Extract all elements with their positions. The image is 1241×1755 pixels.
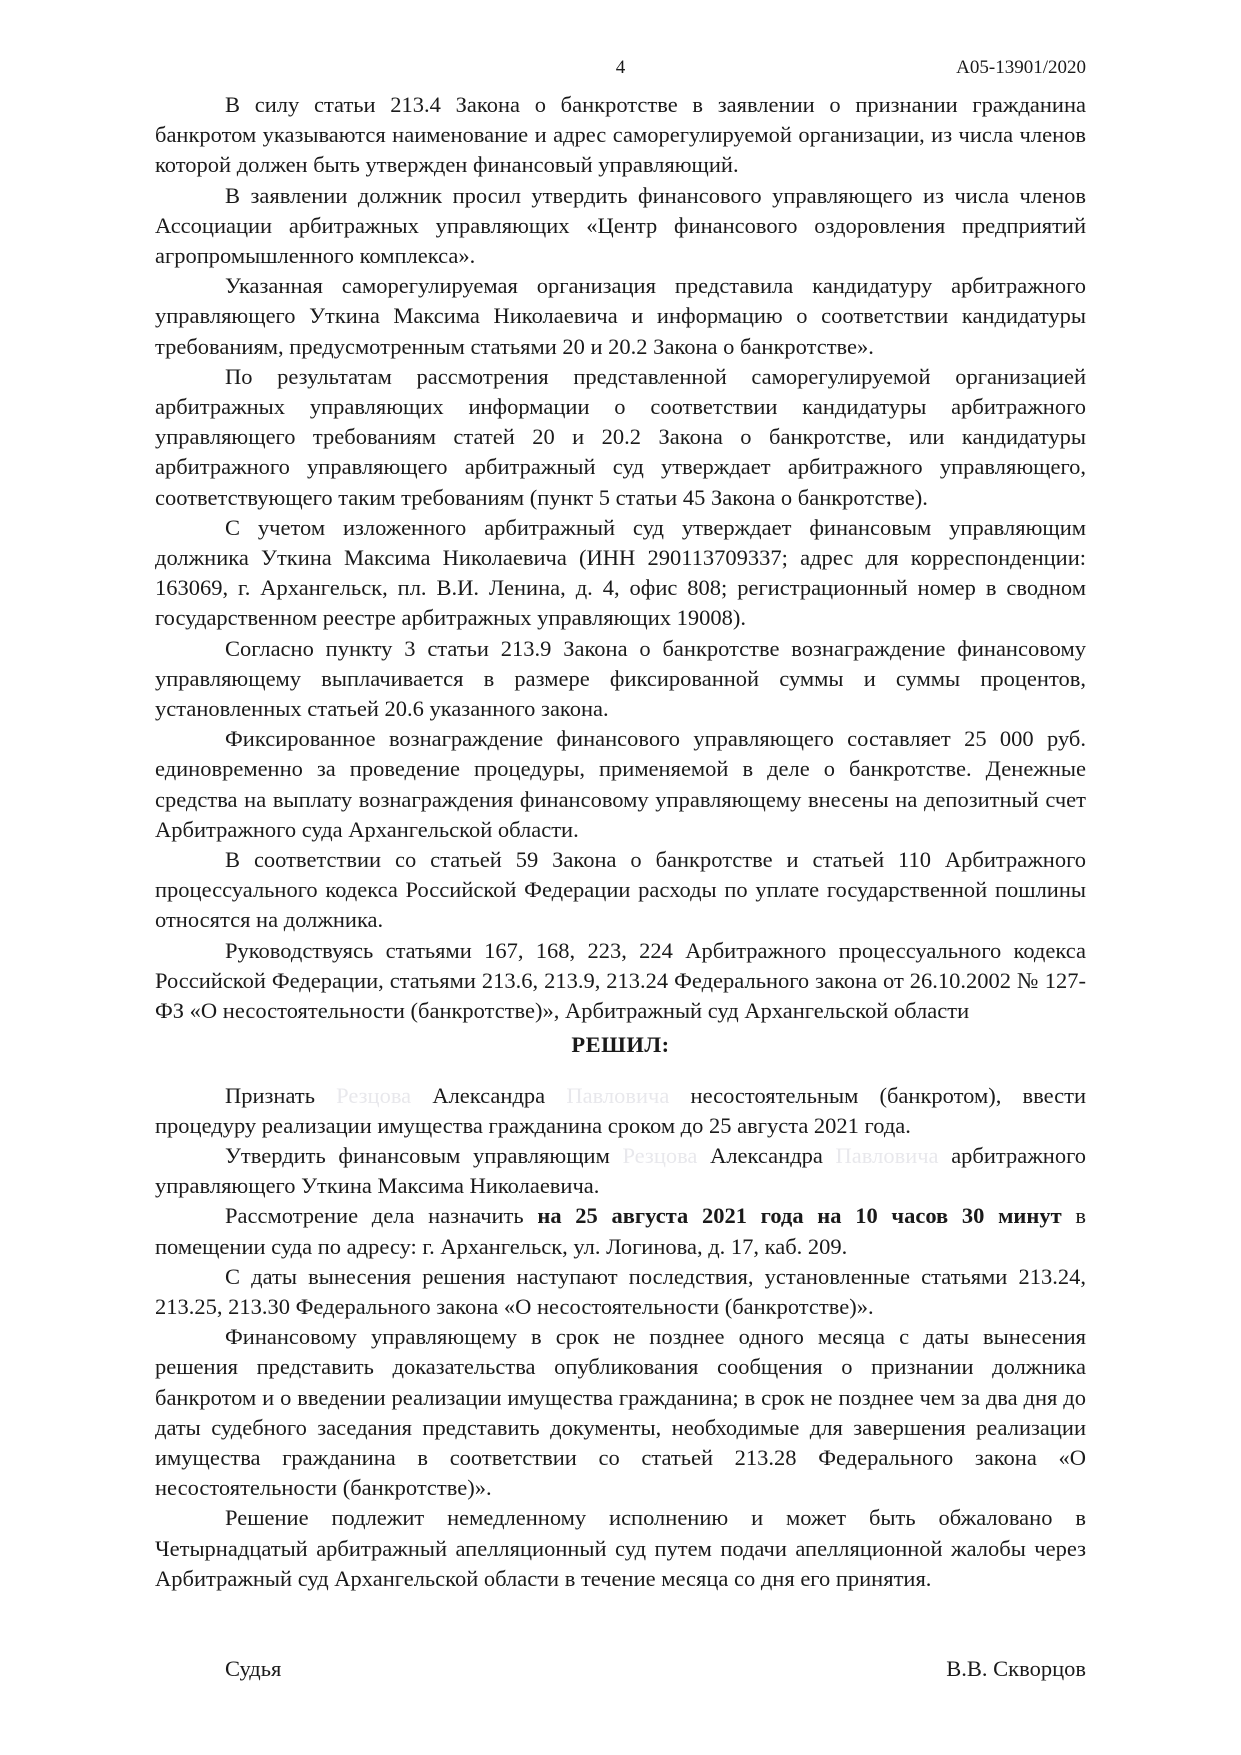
recognize-prefix: Признать [225, 1082, 315, 1108]
paragraph-manager-approval: С учетом изложенного арбитражный суд утверждает финансовым управляющим должника Уткина Максима Николаевича (ИНН 290113709337; адрес для корреспонденции: 163069, г. Архангельск, пл. В.И. Ленина, д. 4, офис 808; регистрационный номер в сводном государственном реестре арбитражных управляющих 19008). [155, 514, 1086, 631]
recognize-first-name: Александра [432, 1082, 546, 1108]
paragraph-remuneration-rule: Согласно пункту 3 статьи 213.9 Закона о банкротстве вознаграждение финансовому управляющему выплачивается в размере фиксированной суммы и суммы процентов, установленных статьей 20.6 указанного закона. [155, 635, 1086, 722]
paragraph-manager-duties: Финансовому управляющему в срок не позднее одного месяца с даты вынесения решения представить доказательства опубликования сообщения о признании должника банкротом и о введении реализации имущества гражданина; в срок не позднее чем за два дня до даты судебного заседания представить документы, необходимые для завершения реализации имущества гражданина в соответствии со статьей 213.28 Федерального закона «О несостоятельности (банкротстве)». [155, 1324, 1086, 1501]
redacted-surname: Резцова [336, 1082, 412, 1108]
resolution-heading: РЕШИЛ: [571, 1032, 670, 1058]
paragraph-debtor-request: В заявлении должник просил утвердить финансового управляющего из числа членов Ассоциации арбитражных управляющих «Центр финансового оздоровления предприятий агропромышленного комплекса». [155, 182, 1086, 269]
paragraph-recognize-bankrupt [155, 1081, 1086, 1141]
redacted-patronymic: Павловича [566, 1082, 670, 1108]
page-header [155, 56, 1086, 90]
paragraph-review-results: По результатам рассмотрения представленной саморегулируемой организацией арбитражных управляющих информации о соответствии кандидатуры арбитражного управляющего требованиям статей 20 и 20.2 Закона о банкротстве, или кандидатуры арбитражного управляющего арбитражный суд утверждает арбитражного управляющего, соответствующего таким требованиям (пункт 5 статьи 45 Закона о банкротстве). [155, 363, 1086, 510]
hearing-datetime-emphasis: на 25 августа 2021 года на 10 часов 30 минут [537, 1203, 1062, 1229]
paragraph-state-duty: В соответствии со статьей 59 Закона о банкротстве и статьей 110 Арбитражного процессуального кодекса Российской Федерации расходы по уплате государственной пошлины относятся на должника. [155, 847, 1086, 933]
paragraph-appeal: Решение подлежит немедленному исполнению и может быть обжаловано в Четырнадцатый арбитражный апелляционный суд путем подачи апелляционной жалобы через Арбитражный суд Архангельской области в течение месяца со дня его принятия. [155, 1505, 1086, 1591]
paragraph-sro-candidate: Указанная саморегулируемая организация представила кандидатуру арбитражного управляющего Уткина Максима Николаевича и информацию о соответствии кандидатуры требованиям, предусмотренным статьями 20 и 20.2 Закона о банкротстве». [155, 273, 1086, 359]
approve-prefix: Утвердить финансовым управляющим [225, 1142, 610, 1168]
case-number: A05-13901/2020 [956, 57, 1086, 78]
paragraph-guided-by-articles: Руководствуясь статьями 167, 168, 223, 224 Арбитражного процессуального кодекса Российской Федерации, статьями 213.6, 213.9, 213.24 Федерального закона от 26.10.2002 № 127-ФЗ «О несостоятельности (банкротстве)», Арбитражный суд Архангельской области [155, 937, 1086, 1024]
paragraph-approve-manager [155, 1141, 1086, 1201]
page-number: 4 [615, 57, 626, 78]
approve-first-name: Александра [710, 1142, 823, 1168]
signature-name: В.В. Скворцов [946, 1655, 1086, 1681]
signature-block [155, 1654, 1086, 1694]
document-body [155, 90, 1086, 1694]
signature-role: Судья [225, 1655, 282, 1681]
spacer-after-heading [155, 1061, 1086, 1081]
redacted-patronymic: Павловича [835, 1142, 939, 1168]
paragraph-statute-213-4: В силу статьи 213.4 Закона о банкротстве в заявлении о признании гражданина банкротом указываются наименование и адрес саморегулируемой организации, из числа членов которой должен быть утвержден финансовый управляющий. [155, 92, 1086, 178]
paragraph-fixed-remuneration: Фиксированное вознаграждение финансового управляющего составляет 25 000 руб. единовременно за проведение процедуры, применяемой в деле о банкротстве. Денежные средства на выплату вознаграждения финансовому управляющему внесены на депозитный счет Арбитражного суда Архангельской области. [155, 726, 1086, 842]
hearing-prefix: Рассмотрение дела назначить [225, 1203, 524, 1229]
paragraph-consequences: С даты вынесения решения наступают последствия, установленные статьями 213.24, 213.25, 213.30 Федерального закона «О несостоятельности (банкротстве)». [155, 1263, 1086, 1319]
redacted-surname: Резцова [622, 1142, 698, 1168]
paragraph-hearing-date [155, 1201, 1086, 1261]
hearing-suffix: в помещении суда по адресу: г. Архангельск, ул. Логинова, д. 17, каб. 209. [155, 1203, 1087, 1259]
approve-suffix: арбитражного управляющего Уткина Максима Николаевича. [155, 1142, 1087, 1199]
recognize-suffix: несостоятельным (банкротом), ввести процедуру реализации имущества гражданина сроком до 25 августа 2021 года. [155, 1082, 1087, 1138]
